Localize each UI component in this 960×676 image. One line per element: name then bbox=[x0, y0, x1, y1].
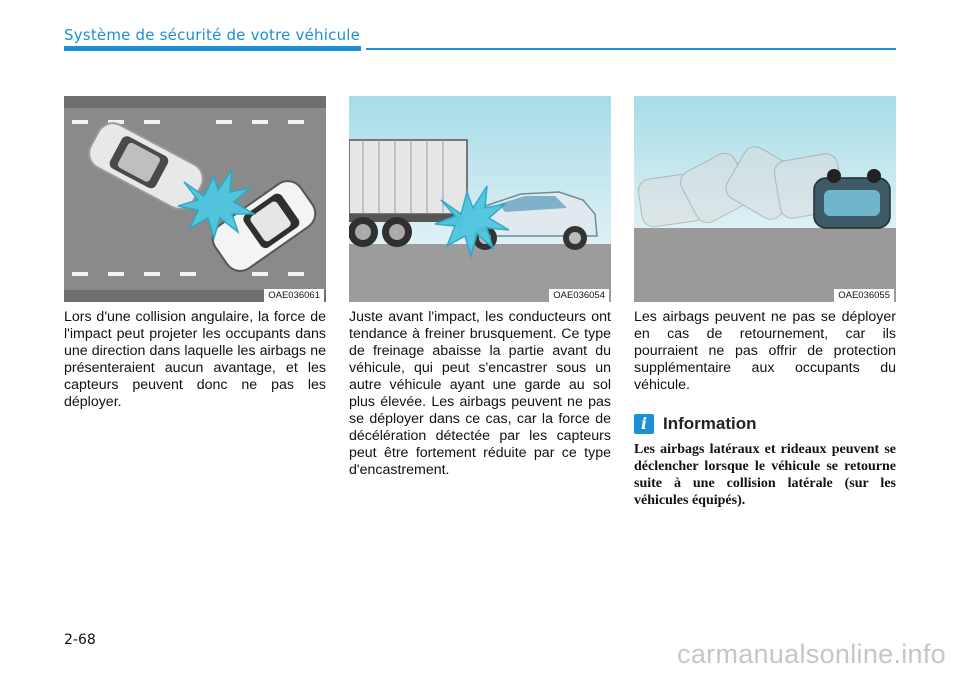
figure-underride-collision bbox=[349, 96, 611, 302]
paragraph-underride: Juste avant l'impact, les conducteurs ont tendance à freiner brusquement. Ce type de freinage abaisse la partie avant du véhicule, qui peut s'encastrer sous un autre véhicule ayant une garde au sol plus élevée. Les airbags peuvent ne pas se déployer dans ce cas, car la force de décélération détectée par les capteurs peut être fortement réduite par ce type d'encastrement. bbox=[349, 309, 611, 478]
information-body: Les airbags latéraux et rideaux peuvent se déclencher lorsque le véhicule se retourne suite à une collision latérale (sur les véhicules équipés). bbox=[634, 442, 896, 508]
paragraph-angular-collision: Lors d'une collision angulaire, la force de l'impact peut projeter les occupants dans une direction dans laquelle les airbags ne présenteraient aucun avantage, et les capteurs peuvent donc ne pas les déployer. bbox=[64, 309, 326, 410]
watermark: carmanualsonline.info bbox=[677, 639, 946, 669]
angular-collision-illustration bbox=[64, 96, 326, 302]
car-inverted bbox=[814, 169, 890, 228]
page-number: 2-68 bbox=[64, 632, 96, 648]
figure-code: OAE036055 bbox=[834, 289, 894, 302]
section-title: Système de sécurité de votre véhicule bbox=[64, 26, 361, 44]
information-heading bbox=[634, 413, 757, 435]
underride-collision-illustration bbox=[349, 96, 611, 302]
paragraph-rollover: Les airbags peuvent ne pas se déployer en cas de retournement, car ils pourraient ne pas offrir de protection supplémentaire aux occupants du véhicule. bbox=[634, 309, 896, 393]
figure-rollover bbox=[634, 96, 896, 302]
rollover-illustration bbox=[634, 96, 896, 302]
figure-code: OAE036054 bbox=[549, 289, 609, 302]
information-title: Information bbox=[663, 414, 757, 433]
information-icon: i bbox=[634, 414, 654, 434]
header-rule-thick bbox=[64, 46, 361, 51]
header-rule-thin bbox=[366, 48, 896, 50]
figure-code: OAE036061 bbox=[264, 289, 324, 302]
figure-angular-collision bbox=[64, 96, 326, 302]
